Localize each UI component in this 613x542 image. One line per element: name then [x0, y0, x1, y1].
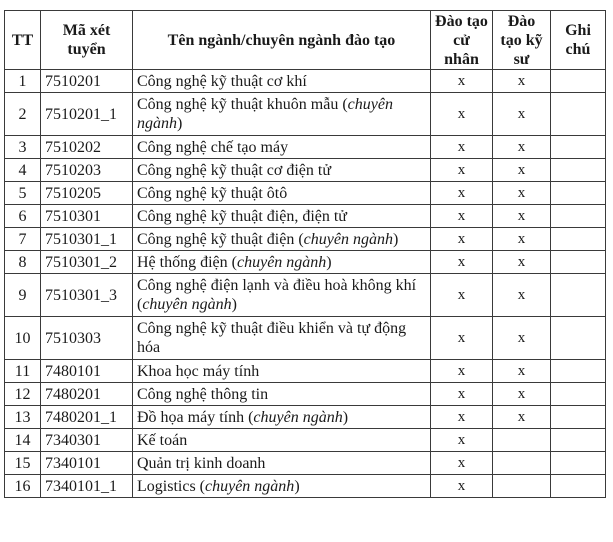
cell-code: 7480201 — [41, 383, 133, 406]
cell-note — [551, 70, 606, 93]
name-suffix: ) — [342, 408, 349, 426]
cell-note — [551, 452, 606, 475]
cell-note — [551, 182, 606, 205]
cell-tt: 2 — [5, 93, 41, 136]
cell-note — [551, 475, 606, 498]
name-text: Công nghệ kỹ thuật cơ khí — [137, 72, 307, 90]
cell-code: 7510301 — [41, 205, 133, 228]
cell-note — [551, 317, 606, 360]
cell-note — [551, 205, 606, 228]
cell-engineer — [493, 475, 551, 498]
cell-code: 7510201_1 — [41, 93, 133, 136]
table-row — [5, 159, 606, 182]
cell-note — [551, 360, 606, 383]
cell-name — [133, 475, 431, 498]
cell-tt: 7 — [5, 228, 41, 251]
name-text: Khoa học máy tính — [137, 362, 260, 380]
table-row — [5, 429, 606, 452]
cell-note — [551, 251, 606, 274]
cell-name — [133, 228, 431, 251]
cell-tt: 1 — [5, 70, 41, 93]
cell-bachelor: x — [431, 317, 493, 360]
name-italic: chuyên ngành — [303, 230, 393, 248]
cell-note — [551, 228, 606, 251]
name-text: Công nghệ kỹ thuật ôtô — [137, 184, 288, 202]
cell-code: 7510201 — [41, 70, 133, 93]
header-note: Ghi chú — [551, 11, 606, 70]
cell-tt: 3 — [5, 136, 41, 159]
cell-name — [133, 429, 431, 452]
cell-bachelor: x — [431, 452, 493, 475]
cell-bachelor: x — [431, 136, 493, 159]
cell-code: 7480101 — [41, 360, 133, 383]
name-italic: chuyên ngành — [253, 408, 343, 426]
table-row — [5, 360, 606, 383]
cell-tt: 13 — [5, 406, 41, 429]
cell-engineer: x — [493, 360, 551, 383]
cell-tt: 16 — [5, 475, 41, 498]
cell-code: 7510202 — [41, 136, 133, 159]
cell-code: 7480201_1 — [41, 406, 133, 429]
name-text: Công nghệ điện lạnh và điều hoà không khí ( — [137, 277, 417, 313]
cell-code: 7510203 — [41, 159, 133, 182]
table-row — [5, 383, 606, 406]
cell-name — [133, 251, 431, 274]
table-row — [5, 406, 606, 429]
table-row — [5, 274, 606, 317]
table-row — [5, 182, 606, 205]
cell-engineer: x — [493, 251, 551, 274]
table-row — [5, 452, 606, 475]
cell-engineer: x — [493, 136, 551, 159]
table-row — [5, 228, 606, 251]
cell-name — [133, 159, 431, 182]
cell-tt: 8 — [5, 251, 41, 274]
cell-tt: 11 — [5, 360, 41, 383]
cell-name — [133, 383, 431, 406]
name-text: Công nghệ kỹ thuật điều khiển và tự động hóa — [137, 320, 407, 356]
name-text: Quản trị kinh doanh — [137, 454, 266, 472]
cell-name — [133, 205, 431, 228]
name-suffix: ) — [326, 253, 332, 271]
cell-name — [133, 406, 431, 429]
cell-bachelor: x — [431, 159, 493, 182]
table-row — [5, 93, 606, 136]
name-italic: chuyên ngành — [142, 296, 232, 313]
cell-name — [133, 70, 431, 93]
table-row — [5, 251, 606, 274]
table-row — [5, 317, 606, 360]
cell-tt: 15 — [5, 452, 41, 475]
cell-engineer: x — [493, 274, 551, 317]
cell-bachelor: x — [431, 360, 493, 383]
name-suffix: ) — [294, 477, 300, 495]
name-text: Công nghệ kỹ thuật điện ( — [137, 230, 304, 248]
cell-engineer: x — [493, 317, 551, 360]
cell-code: 7510205 — [41, 182, 133, 205]
name-text: Công nghệ kỹ thuật điện, điện tử — [137, 207, 347, 225]
cell-bachelor: x — [431, 70, 493, 93]
table-row — [5, 205, 606, 228]
table-header-row — [5, 11, 606, 70]
cell-note — [551, 274, 606, 317]
cell-bachelor: x — [431, 182, 493, 205]
cell-engineer: x — [493, 205, 551, 228]
table-row — [5, 70, 606, 93]
cell-engineer: x — [493, 93, 551, 136]
name-text: Hệ thống điện ( — [137, 253, 237, 271]
name-italic: chuyên ngành — [205, 477, 295, 495]
cell-name — [133, 182, 431, 205]
cell-engineer: x — [493, 406, 551, 429]
programs-table — [4, 10, 606, 498]
cell-bachelor: x — [431, 383, 493, 406]
cell-tt: 5 — [5, 182, 41, 205]
name-text: Logistics ( — [137, 477, 205, 495]
header-engineer: Đào tạo kỹ sư — [493, 11, 551, 70]
name-text: Đồ họa máy tính ( — [137, 408, 254, 426]
cell-note — [551, 93, 606, 136]
cell-bachelor: x — [431, 429, 493, 452]
header-code: Mã xét tuyển — [41, 11, 133, 70]
cell-note — [551, 383, 606, 406]
cell-bachelor: x — [431, 205, 493, 228]
cell-name — [133, 136, 431, 159]
cell-engineer — [493, 429, 551, 452]
cell-code: 7340101 — [41, 452, 133, 475]
cell-note — [551, 406, 606, 429]
name-text: Công nghệ kỹ thuật cơ điện tử — [137, 161, 331, 179]
cell-name — [133, 317, 431, 360]
cell-engineer: x — [493, 383, 551, 406]
header-name: Tên ngành/chuyên ngành đào tạo — [133, 11, 431, 70]
cell-name — [133, 93, 431, 136]
cell-tt: 14 — [5, 429, 41, 452]
cell-code: 7510301_3 — [41, 274, 133, 317]
cell-tt: 9 — [5, 274, 41, 317]
name-text: Công nghệ chế tạo máy — [137, 138, 289, 156]
table-row — [5, 136, 606, 159]
cell-code: 7510303 — [41, 317, 133, 360]
cell-code: 7340101_1 — [41, 475, 133, 498]
cell-tt: 10 — [5, 317, 41, 360]
cell-code: 7510301_1 — [41, 228, 133, 251]
cell-tt: 6 — [5, 205, 41, 228]
cell-engineer: x — [493, 70, 551, 93]
cell-bachelor: x — [431, 274, 493, 317]
cell-code: 7510301_2 — [41, 251, 133, 274]
name-suffix: ) — [392, 230, 399, 248]
cell-name — [133, 452, 431, 475]
cell-bachelor: x — [431, 228, 493, 251]
cell-tt: 12 — [5, 383, 41, 406]
name-italic: chuyên ngành — [137, 96, 393, 132]
cell-bachelor: x — [431, 406, 493, 429]
cell-note — [551, 159, 606, 182]
cell-note — [551, 429, 606, 452]
header-bachelor: Đào tạo cử nhân — [431, 11, 493, 70]
name-suffix: ) — [177, 115, 183, 132]
cell-engineer: x — [493, 159, 551, 182]
name-italic: chuyên ngành — [236, 253, 327, 271]
cell-name — [133, 274, 431, 317]
table-row — [5, 475, 606, 498]
cell-bachelor: x — [431, 93, 493, 136]
cell-name — [133, 360, 431, 383]
name-suffix: ) — [231, 296, 237, 313]
cell-tt: 4 — [5, 159, 41, 182]
cell-engineer: x — [493, 182, 551, 205]
cell-bachelor: x — [431, 475, 493, 498]
cell-engineer — [493, 452, 551, 475]
cell-note — [551, 136, 606, 159]
cell-engineer: x — [493, 228, 551, 251]
name-text: Công nghệ thông tin — [137, 385, 269, 403]
cell-bachelor: x — [431, 251, 493, 274]
name-text: Công nghệ kỹ thuật khuôn mẫu ( — [137, 96, 348, 113]
cell-code: 7340301 — [41, 429, 133, 452]
name-text: Kế toán — [137, 431, 188, 449]
header-tt: TT — [5, 11, 41, 70]
